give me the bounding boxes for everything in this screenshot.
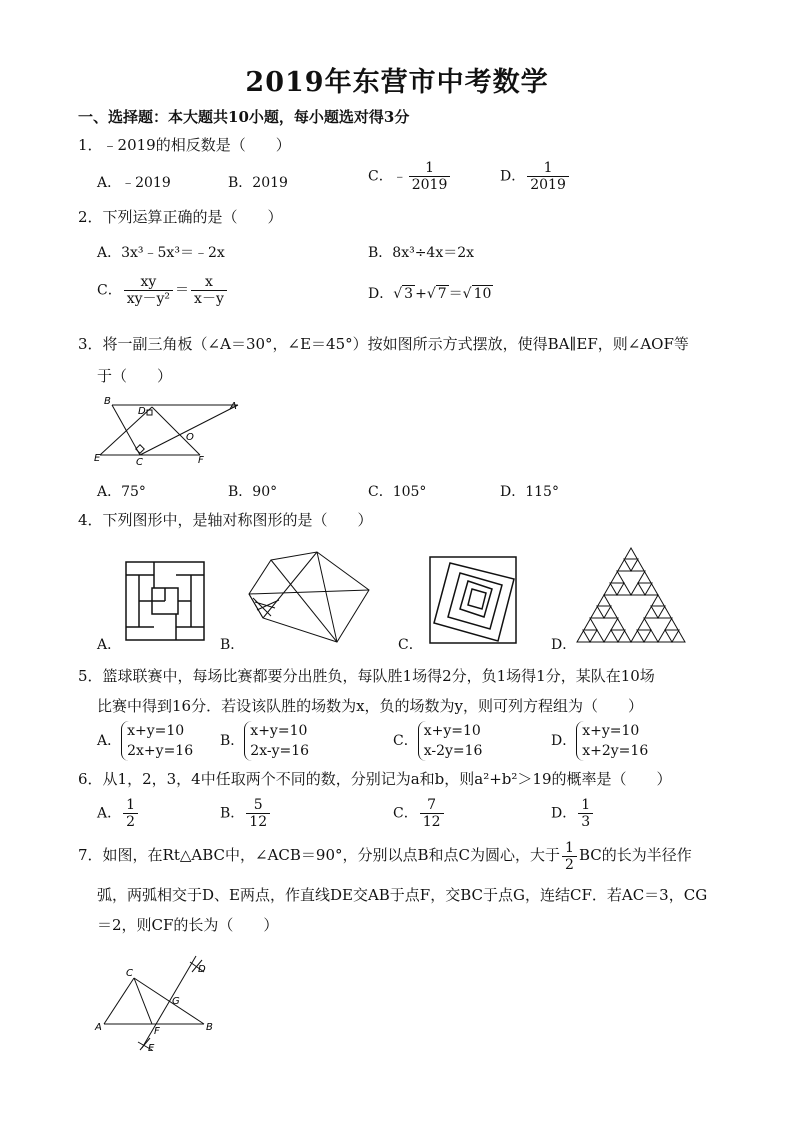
q7-figure [92, 950, 222, 1055]
q2-option-a: A．3x³﹣5x³＝﹣2x [97, 245, 225, 261]
q6-stem: 6．从1，2，3，4中任取两个不同的数，分别记为a和b，则a²+b²＞19的概率是（ ） [78, 770, 672, 788]
q7-label-a: A [95, 1022, 102, 1033]
q7-label-d: D [198, 964, 206, 975]
q4-option-b-label: B． [220, 637, 245, 653]
section-heading: 一、选择题：本大题共10小题，每小题选对得3分 [78, 108, 410, 126]
q3-stem-line2: 于（ ） [97, 367, 173, 385]
q5-option-c: C．x+y=10 x-2y=16 [393, 723, 483, 759]
q7-stem-line1: 7．如图，在Rt△ABC中，∠ACB＝90°，分别以点B和点C为圆心，大于 $\frac{1}{2}$ BC的长为半径作 [78, 839, 692, 873]
page-title: 2019年东营市中考数学 [245, 67, 549, 98]
q3-label-f: F [198, 455, 204, 466]
q3-option-d: D．115° [500, 484, 559, 500]
q2-stem: 2．下列运算正确的是（ ） [78, 208, 283, 226]
q2-option-b: B．8x³÷4x＝2x [368, 245, 475, 261]
q3-label-e: E [94, 453, 101, 464]
q3-option-b: B．90° [228, 484, 278, 500]
q3-option-a: A．75° [97, 484, 146, 500]
q4-figure-a [124, 560, 206, 642]
q2-option-d: D．√ 3 +√ 7 ＝√ 10 [368, 286, 492, 302]
q7-label-b: B [206, 1022, 213, 1033]
q6-option-d: D． $\frac{1}{3}$ [551, 797, 595, 830]
q6-option-a: A． $\frac{1}{2}$ [97, 797, 140, 830]
q7-label-e: E [148, 1043, 155, 1054]
q1-option-b: B．2019 [228, 175, 288, 191]
q3-label-c: C [136, 457, 143, 468]
q4-option-a-label: A． [97, 637, 122, 653]
q4-stem: 4．下列图形中，是轴对称图形的是（ ） [78, 511, 373, 529]
q3-label-a: A [230, 401, 237, 412]
q6-option-c: C． $\frac{7}{12}$ [393, 797, 446, 830]
q3-label-d: D [138, 406, 146, 417]
q4-figure-b [245, 550, 375, 645]
q3-stem-line1: 3．将一副三角板（∠A＝30°，∠E＝45°）按如图所示方式摆放，使得BA∥EF，则∠AOF等 [78, 335, 689, 353]
q3-label-b: B [104, 396, 111, 407]
q4-figure-c [428, 555, 518, 645]
q7-stem-line3: ＝2，则CF的长为（ ） [97, 916, 279, 934]
q4-option-c-label: C． [398, 637, 423, 653]
q4-figure-d [575, 546, 687, 644]
q5-option-b: B．x+y=10 2x-y=16 [220, 723, 310, 759]
q4-option-d-label: D． [551, 637, 577, 653]
q1-option-d: D． $\frac{1}{2019}$ [500, 160, 571, 193]
q5-option-d: D．x+y=10 x+2y=16 [551, 723, 649, 759]
q5-option-a: A．x+y=10 2x+y=16 [97, 723, 194, 759]
q5-stem-line2: 比赛中得到16分．若设该队胜的场数为x，负的场数为y，则可列方程组为（ ） [97, 697, 644, 715]
q5-stem-line1: 5．篮球联赛中，每场比赛都要分出胜负，每队胜1场得2分，负1场得1分，某队在10场 [78, 667, 655, 685]
q7-label-c: C [126, 968, 133, 979]
q1-stem: 1．﹣2019的相反数是（ ） [78, 136, 291, 154]
q3-figure [92, 393, 252, 468]
q6-option-b: B． $\frac{5}{12}$ [220, 797, 272, 830]
q2-option-c: C． $\frac{xy}{\text{xy－y²}}$ ＝ $\frac{x}{x-y}$ [97, 274, 229, 307]
q1-option-c: C．﹣ $\frac{1}{2019}$ [368, 160, 452, 193]
q7-stem-line2: 弧，两弧相交于D、E两点，作直线DE交AB于点F，交BC于点G，连结CF．若AC＝3，CG [97, 886, 708, 904]
q3-option-c: C．105° [368, 484, 427, 500]
q3-label-o: O [186, 432, 194, 443]
q7-label-f: F [154, 1026, 160, 1037]
q7-label-g: G [172, 996, 180, 1007]
q1-option-a: A．﹣2019 [97, 175, 171, 191]
